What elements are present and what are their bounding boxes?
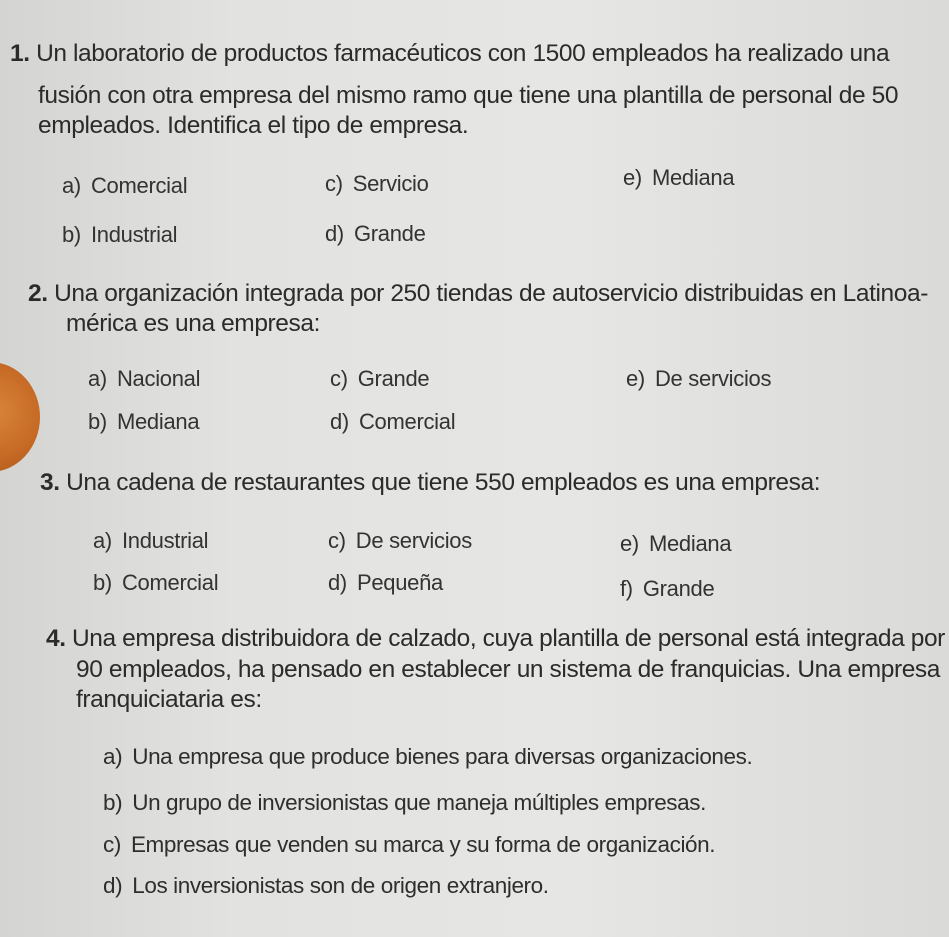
question-1-stem-line-3: empleados. Identifica el tipo de empresa. [38,112,469,139]
question-2-stem-line-2: mérica es una empresa: [66,310,321,337]
question-2-option-b[interactable]: b) Mediana [88,409,200,434]
question-3-option-d[interactable]: d) Pequeña [328,570,443,595]
question-2-stem-line-1: 2. Una organización integrada por 250 tiendas de autoservicio distribuidas en Latinoa- [28,280,928,307]
question-4-option-a[interactable]: a) Una empresa que produce bienes para diversas organizaciones. [103,744,753,769]
question-4-stem-line-3: franquiciataria es: [76,686,262,713]
question-4-number: 4. [46,625,66,652]
question-1-option-e[interactable]: e) Mediana [623,165,735,190]
question-2-number: 2. [28,280,48,307]
question-3-option-e[interactable]: e) Mediana [620,531,732,556]
question-2-option-d[interactable]: d) Comercial [330,409,456,434]
question-3-stem-line-1: 3. Una cadena de restaurantes que tiene 550 empleados es una empresa: [40,469,821,496]
question-1-option-b[interactable]: b) Industrial [62,222,178,247]
question-3-option-b[interactable]: b) Comercial [93,570,219,595]
question-1-option-a[interactable]: a) Comercial [62,173,188,198]
question-4-option-d[interactable]: d) Los inversionistas son de origen extranjero. [103,873,549,898]
question-2-option-c[interactable]: c) Grande [330,366,430,391]
question-4-option-c[interactable]: c) Empresas que venden su marca y su forma de organización. [103,832,716,857]
question-4-stem-line-2: 90 empleados, ha pensado en establecer un sistema de franquicias. Una empresa [76,656,941,683]
question-1-stem-line-1: 1. Un laboratorio de productos farmacéuticos con 1500 empleados ha realizado una [10,40,890,67]
question-2-option-e[interactable]: e) De servicios [626,366,772,391]
question-4-option-b[interactable]: b) Un grupo de inversionistas que maneja múltiples empresas. [103,790,706,815]
question-1-option-d[interactable]: d) Grande [325,221,426,246]
question-4-stem-line-1: 4. Una empresa distribuidora de calzado, cuya plantilla de personal está integrada por [46,625,945,652]
question-1-option-c[interactable]: c) Servicio [325,171,429,196]
question-1-number: 1. [10,40,30,67]
question-3-option-a[interactable]: a) Industrial [93,528,209,553]
question-3-number: 3. [40,469,60,496]
question-2-option-a[interactable]: a) Nacional [88,366,201,391]
question-3-option-c[interactable]: c) De servicios [328,528,472,553]
question-3-option-f[interactable]: f) Grande [620,576,715,601]
question-1-stem-line-2: fusión con otra empresa del mismo ramo que tiene una plantilla de personal de 50 [38,82,899,109]
